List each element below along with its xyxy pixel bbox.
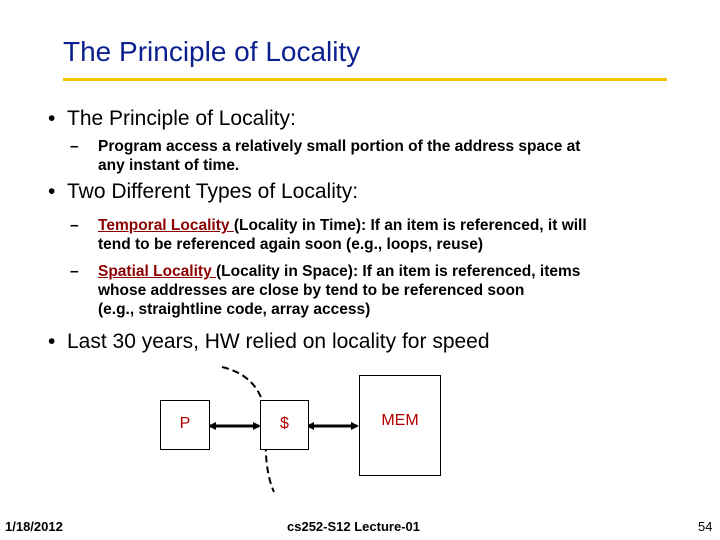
processor-box — [160, 400, 210, 450]
memory-box — [359, 375, 441, 476]
sub-line: Program access a relatively small portion of the address space at — [98, 138, 581, 155]
bullet-text: The Principle of Locality: — [67, 107, 296, 130]
bullet-dot: • — [48, 330, 56, 353]
bullet-dot: • — [48, 180, 56, 203]
sub-dash: – — [70, 263, 79, 280]
spatial-locality-term: Spatial Locality — [98, 263, 217, 280]
sub-line: tend to be referenced again soon (e.g., loops, reuse) — [98, 236, 483, 253]
bullet-dot: • — [48, 107, 56, 130]
sub-dash: – — [70, 217, 79, 234]
memory-label: MEM — [381, 412, 419, 429]
bullet-text: Last 30 years, HW relied on locality for speed — [67, 330, 490, 353]
slide-title: The Principle of Locality — [63, 36, 361, 67]
sub-dash: – — [70, 138, 79, 155]
cache-label: $ — [280, 415, 289, 432]
sub-line: (Locality in Space): If an item is referenced, items — [216, 263, 581, 280]
sub-line: (Locality in Time): If an item is referenced, it will — [233, 217, 587, 234]
temporal-locality-term: Temporal Locality — [98, 217, 234, 234]
bullet-text: Two Different Types of Locality: — [67, 180, 359, 203]
page-number: 54 — [698, 519, 713, 534]
footer-course: cs252-S12 Lecture-01 — [287, 519, 420, 534]
sub-line: whose addresses are close by tend to be referenced soon — [98, 282, 525, 299]
sub-line: (e.g., straightline code, array access) — [98, 301, 371, 318]
cache-box — [260, 400, 309, 450]
sub-line: any instant of time. — [98, 157, 240, 174]
processor-label: P — [179, 415, 191, 432]
footer-date: 1/18/2012 — [5, 519, 63, 534]
